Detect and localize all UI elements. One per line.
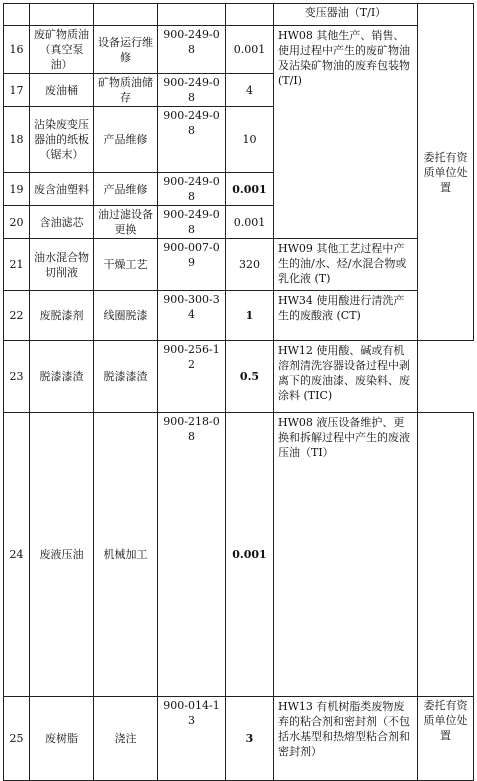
waste-quantity: 320 [226,239,274,291]
waste-name: 废液压油 [30,413,94,697]
waste-quantity: 0.5 [226,341,274,413]
waste-source: 设备运行维修 [94,26,158,74]
row-number: 16 [4,26,30,74]
continued-category-cell: 变压器油（T/I） [274,4,418,26]
row-number: 17 [4,74,30,107]
waste-category-description: HW12 使用酸、碱或有机溶剂清洗容器设备过程中剥离下的废油漆、废染料、废涂料 (TIC) [274,341,418,413]
disposal-method-cell: 委托有资质单位处置 [418,697,474,781]
waste-name: 油水混合物切削液 [30,239,94,291]
waste-category-description: HW09 其他工艺过程中产生的油/水、烃/水混合物或乳化液 (T) [274,239,418,291]
row-number: 25 [4,697,30,781]
row-number: 18 [4,107,30,173]
row-number: 23 [4,341,30,413]
waste-source: 浇注 [94,697,158,781]
table-row [4,26,474,74]
waste-name: 沾染废变压器油的纸板（锯末） [30,107,94,173]
table-row [4,291,474,341]
waste-quantity: 0.001 [226,413,274,697]
waste-code: 900-256-1 2 [158,341,226,413]
disposal-method-cell: 委托有资质单位处置 [418,4,474,341]
waste-name: 废脱漆剂 [30,291,94,341]
waste-quantity: 0.001 [226,173,274,206]
waste-name: 废树脂 [30,697,94,781]
waste-quantity: 0.001 [226,206,274,239]
waste-name: 废矿物质油（真空泵油） [30,26,94,74]
row-number: 22 [4,291,30,341]
waste-category-description: HW34 使用酸进行清洗产生的废酸液 (CT) [274,291,418,341]
table-row [4,697,474,781]
waste-source: 线圈脱漆 [94,291,158,341]
row-number: 19 [4,173,30,206]
waste-code: 900-249-0 8 [158,206,226,239]
table-row [4,341,474,413]
waste-category-description: HW08 液压设备维护、更换和拆解过程中产生的废液 压油（TI） [274,413,418,697]
table-row [4,4,474,26]
waste-quantity: 0.001 [226,26,274,74]
waste-source: 矿物质油储存 [94,74,158,107]
table-row [4,239,474,291]
waste-name: 废含油塑料 [30,173,94,206]
waste-name: 废油桶 [30,74,94,107]
waste-source: 产品维修 [94,173,158,206]
waste-category-description: HW13 有机树脂类废物废弃的粘合剂和密封剂（不包括水基型和热熔型粘合剂和密封剂） [274,697,418,781]
waste-code: 900-007-0 9 [158,239,226,291]
waste-source: 油过滤设备更换 [94,206,158,239]
waste-source: 脱漆漆渣 [94,341,158,413]
row-number: 21 [4,239,30,291]
row-number: 20 [4,206,30,239]
waste-source: 干燥工艺 [94,239,158,291]
waste-name: 脱漆漆渣 [30,341,94,413]
hazardous-waste-table [3,3,474,781]
waste-code: 900-300-3 4 [158,291,226,341]
waste-quantity: 10 [226,107,274,173]
waste-source: 机械加工 [94,413,158,697]
row-number: 24 [4,413,30,697]
table-row [4,413,474,697]
waste-quantity: 4 [226,74,274,107]
waste-category-description: HW08 其他生产、销售、使用过程中产生的废矿物油及沾染矿物油的废弃包装物 (T/I) [274,26,418,239]
waste-code: 900-249-0 8 [158,26,226,74]
waste-code: 900-249-0 8 [158,173,226,206]
waste-name: 含油滤芯 [30,206,94,239]
waste-code: 900-249-0 8 [158,107,226,173]
waste-code: 900-218-0 8 [158,413,226,697]
waste-source: 产品维修 [94,107,158,173]
waste-code: 900-249-0 8 [158,74,226,107]
waste-code: 900-014-1 3 [158,697,226,781]
waste-quantity: 1 [226,291,274,341]
waste-quantity: 3 [226,697,274,781]
